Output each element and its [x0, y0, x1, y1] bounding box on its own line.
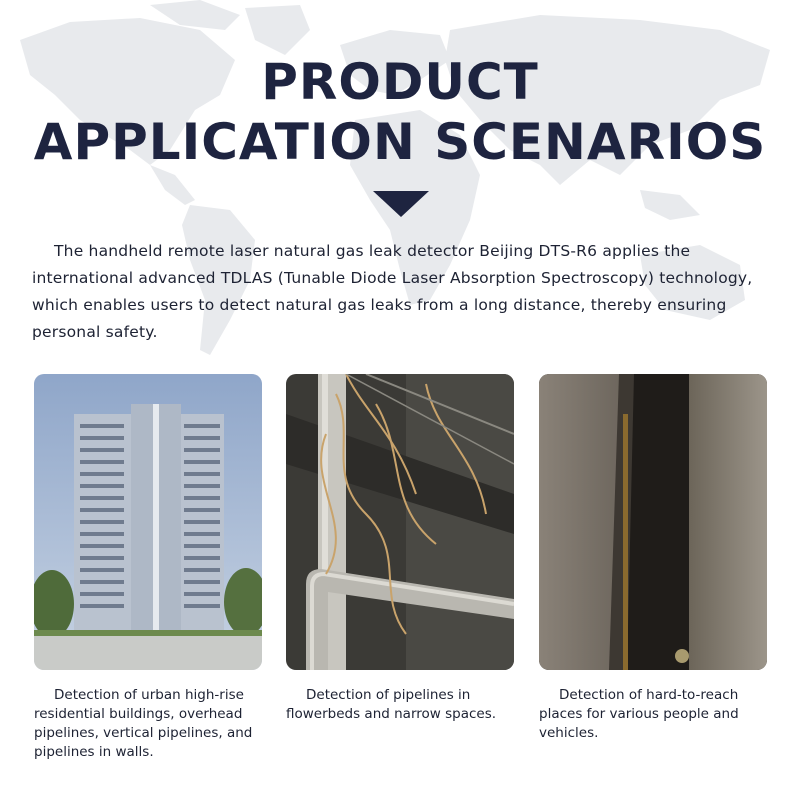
down-arrow-icon: [373, 191, 429, 217]
flowerbed-pipeline-photo: [286, 374, 514, 670]
scenario-card-high-rise: [34, 374, 262, 762]
title-line-2: APPLICATION SCENARIOS: [33, 113, 767, 171]
scenario-card-flowerbed: [286, 374, 514, 724]
intro-paragraph: The handheld remote laser natural gas leak detector Beijing DTS-R6 applies the international advanced TDLAS (Tunable Diode Laser Absorption Spectroscopy) technology, which enables users to detect natural gas leaks from a long distance, thereby ensuring personal safety.: [32, 242, 753, 341]
scenario-caption-flowerbed: Detection of pipelines in flowerbeds and narrow spaces.: [286, 687, 497, 722]
hard-to-reach-photo: [539, 374, 767, 670]
scenario-cards: [34, 374, 768, 774]
high-rise-building-photo: [34, 374, 262, 670]
title-line-1: PRODUCT: [261, 53, 539, 111]
page-title: [0, 52, 800, 172]
scenario-caption-high-rise: Detection of urban high-rise residential buildings, overhead pipelines, vertical pipelines, and pipelines in walls.: [34, 687, 253, 760]
scenario-card-hard-to-reach: [539, 374, 767, 743]
scenario-caption-hard-to-reach: Detection of hard-to-reach places for various people and vehicles.: [539, 687, 739, 741]
